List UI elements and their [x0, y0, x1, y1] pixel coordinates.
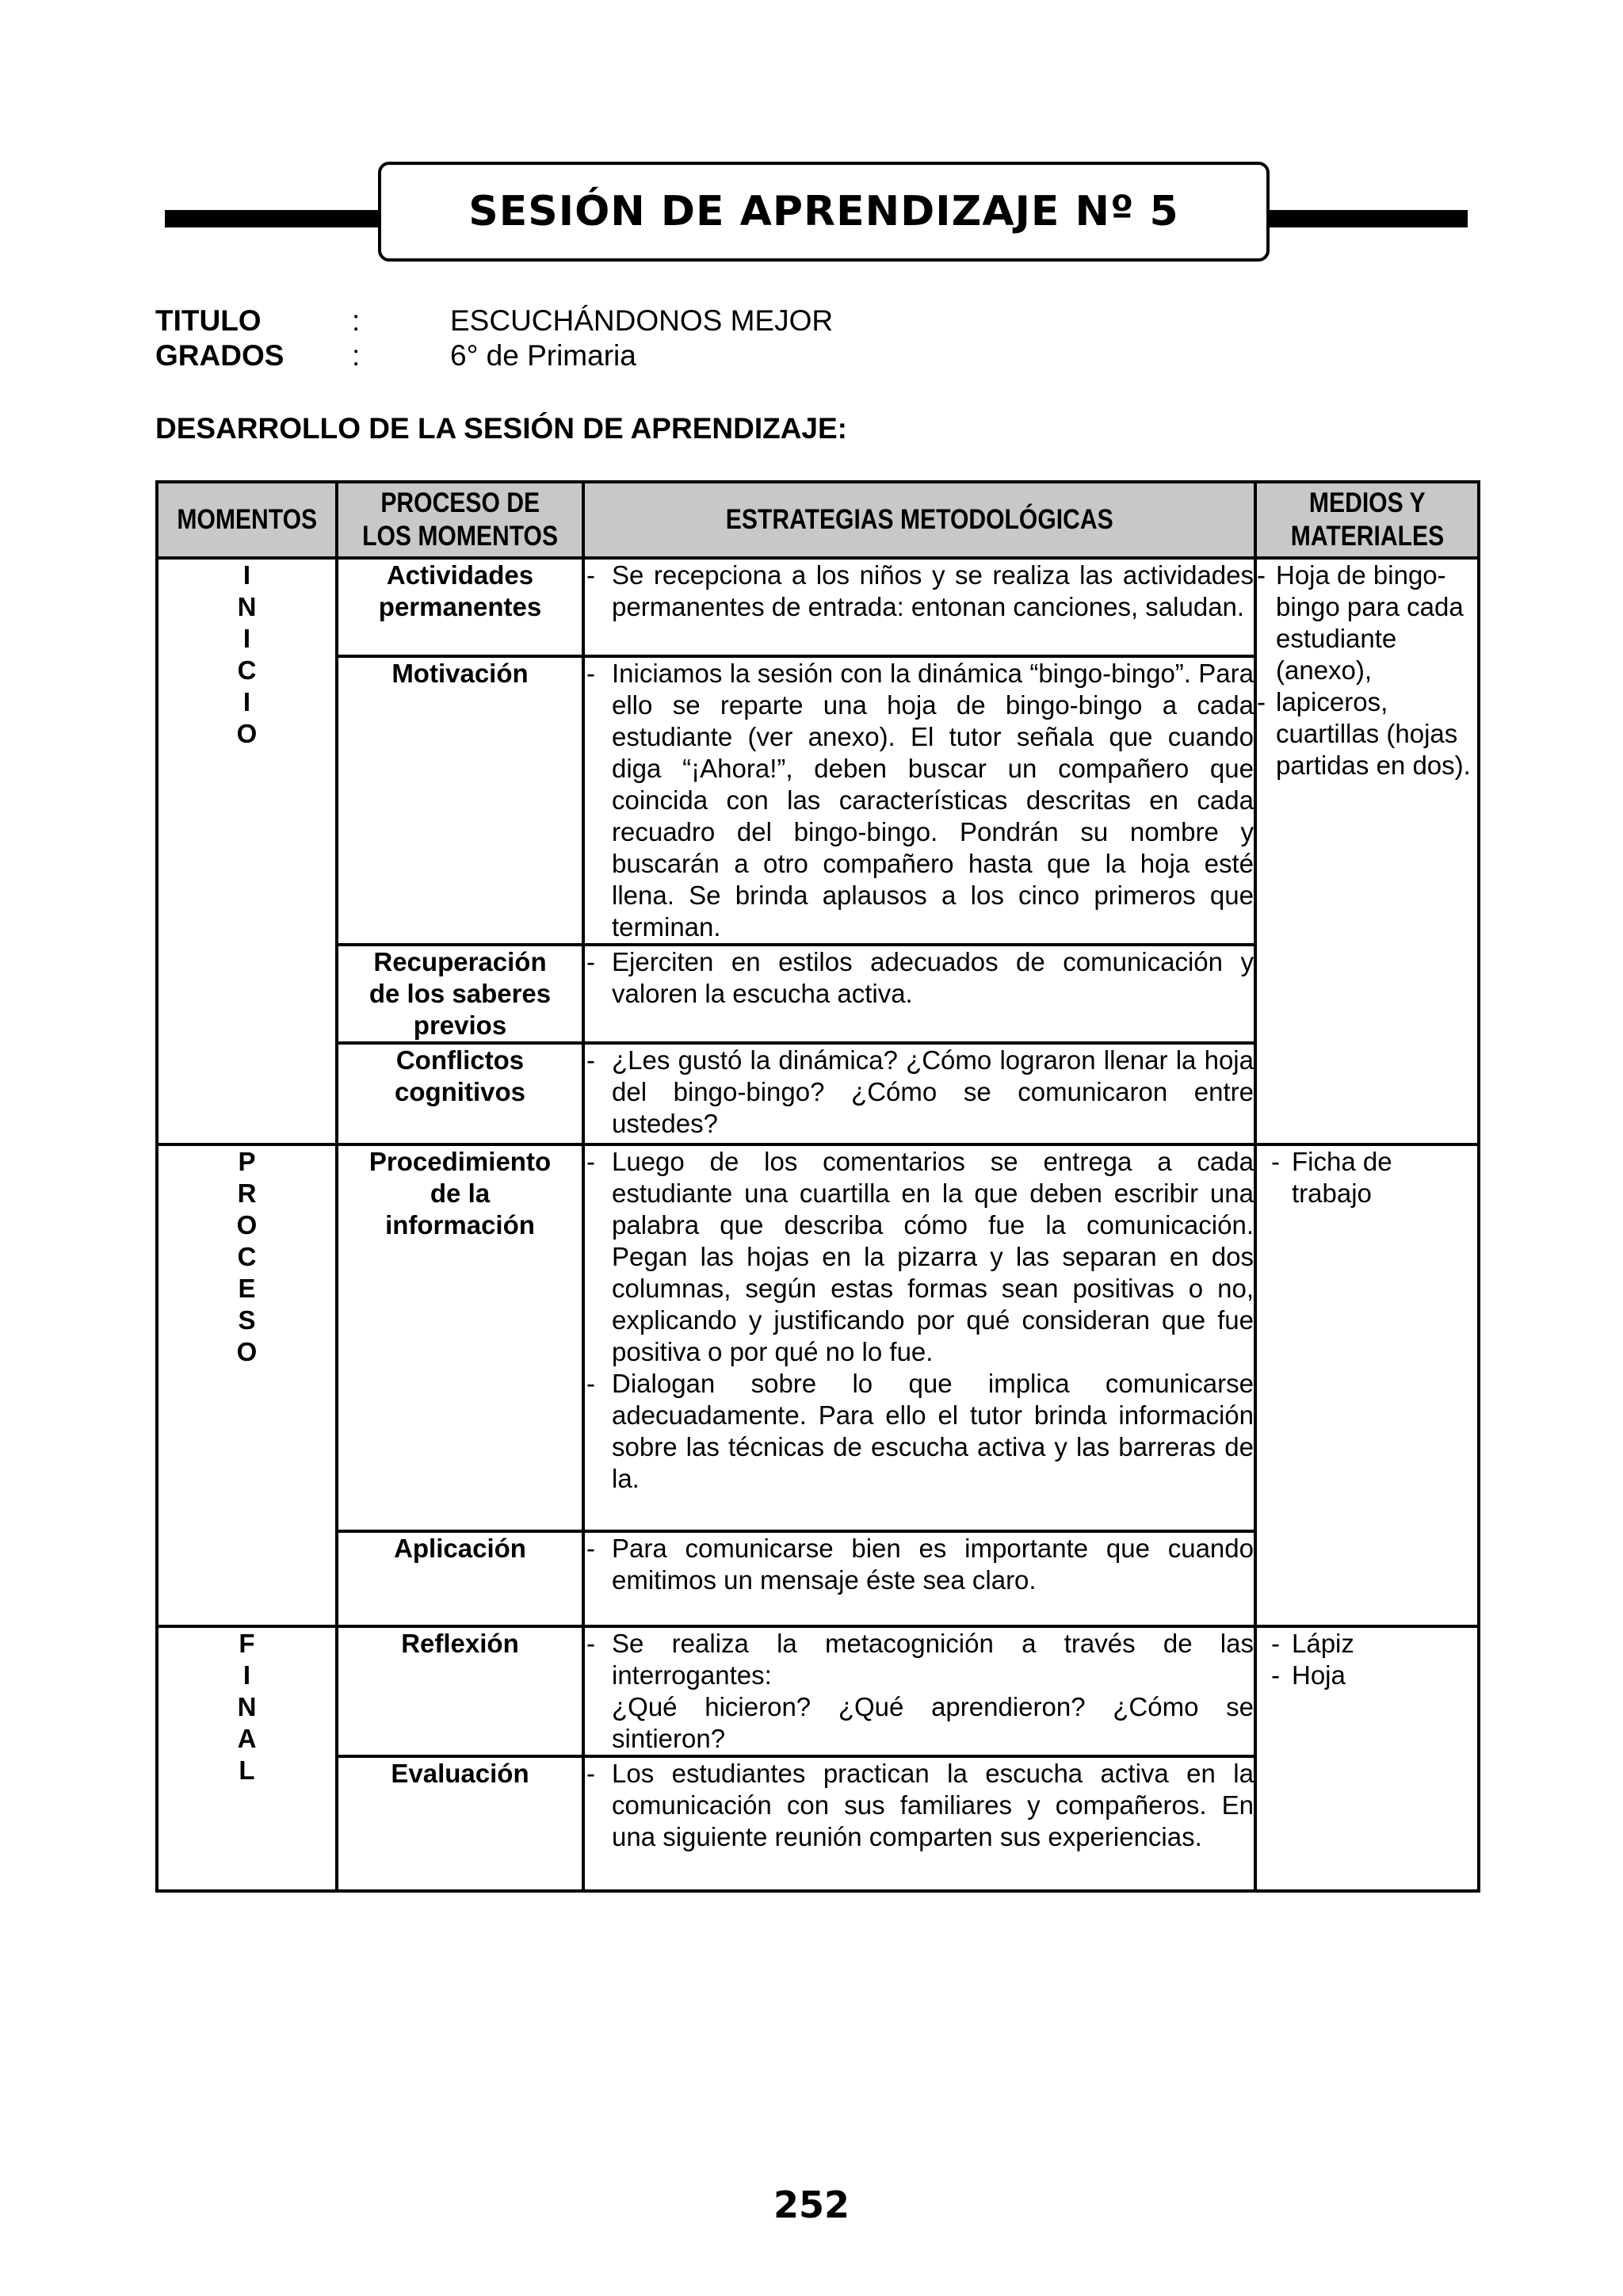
- header-proceso: PROCESO DE LOS MOMENTOS: [337, 482, 583, 558]
- strategy-evaluacion: - Los estudiantes practican la escucha activa en la comunicación con sus familiares y compañeros. En una siguiente reunión comparten sus experiencias.: [583, 1756, 1255, 1891]
- meta-colon: :: [352, 304, 361, 337]
- meta-colon: :: [352, 339, 361, 372]
- meta-label: TITULO: [155, 304, 262, 337]
- process-aplicacion: Aplicación: [337, 1531, 583, 1626]
- table-row: [157, 1144, 1479, 1531]
- header-momentos: MOMENTOS: [157, 482, 337, 558]
- strategy-actividades: - Se recepciona a los niños y se realiza las actividades permanentes de entrada: entonan canciones, saludan.: [583, 558, 1255, 656]
- header-estrategias: ESTRATEGIAS METODOLÓGICAS: [583, 482, 1255, 558]
- process-actividades: Actividades permanentes: [337, 558, 583, 656]
- process-reflexion: Reflexión: [337, 1626, 583, 1756]
- page-number: 252: [773, 2183, 850, 2226]
- process-conflictos: Conflictos cognitivos: [337, 1043, 583, 1144]
- session-title-box: [378, 162, 1270, 262]
- strategy-reflexion: - Se realiza la metacognición a través de las interrogantes: ¿Qué hicieron? ¿Qué aprendieron? ¿Cómo se sintieron?: [583, 1626, 1255, 1756]
- process-procedimiento: Procedimiento de la información: [337, 1144, 583, 1531]
- section-heading: DESARROLLO DE LA SESIÓN DE APRENDIZAJE:: [155, 412, 848, 445]
- process-motivacion: Motivación: [337, 656, 583, 945]
- meta-label: GRADOS: [155, 339, 285, 372]
- session-title: SESIÓN DE APRENDIZAJE Nº 5: [468, 188, 1179, 235]
- moment-inicio: I N I C I O: [157, 558, 337, 1144]
- table-header-row: [157, 482, 1479, 558]
- moment-final: F I N A L: [157, 1626, 337, 1891]
- meta-value: ESCUCHÁNDONOS MEJOR: [450, 304, 834, 337]
- meta-value: 6° de Primaria: [450, 339, 636, 372]
- header-rule-left: [165, 210, 380, 227]
- strategy-aplicacion: - Para comunicarse bien es importante que cuando emitimos un mensaje éste sea claro.: [583, 1531, 1255, 1626]
- strategy-procedimiento: - Luego de los comentarios se entrega a cada estudiante una cuartilla en la que deben escribir una palabra que describa cómo fue la comunicación. Pegan las hojas en la pizarra y las separan en dos columnas, según estas formas sean positivas o no, explicando y justificando por qué consideran que fue positiva o por qué no lo fue. - Dialogan sobre lo que implica comunicarse adecuadamente. Para ello el tutor brinda información sobre las técnicas de escucha activa y las barreras de la.: [583, 1144, 1255, 1531]
- materials-proceso: - Ficha de trabajo: [1255, 1144, 1479, 1626]
- process-recuperacion: Recuperación de los saberes previos: [337, 945, 583, 1043]
- table-row: [157, 1626, 1479, 1756]
- strategy-motivacion: - Iniciamos la sesión con la dinámica “bingo-bingo”. Para ello se reparte una hoja de bingo-bingo a cada estudiante (ver anexo). El tutor señala que cuando diga “¡Ahora!”, deben buscar un compañero que coincida con las características descritas en cada recuadro del bingo-bingo. Pondrán su nombre y buscarán a otro compañero hasta que la hoja esté llena. Se brinda aplausos a los cinco primeros que terminan.: [583, 656, 1255, 945]
- moment-proceso: P R O C E S O: [157, 1144, 337, 1626]
- strategy-recuperacion: - Ejerciten en estilos adecuados de comunicación y valoren la escucha activa.: [583, 945, 1255, 1043]
- strategy-conflictos: - ¿Les gustó la dinámica? ¿Cómo lograron llenar la hoja del bingo-bingo? ¿Cómo se comunicaron entre ustedes?: [583, 1043, 1255, 1144]
- process-evaluacion: Evaluación: [337, 1756, 583, 1891]
- table-row: [157, 558, 1479, 656]
- materials-inicio: - Hoja de bingo-bingo para cada estudiante (anexo), - lapiceros, cuartillas (hojas partidas en dos).: [1255, 558, 1479, 1144]
- header-rule-right: [1270, 210, 1468, 227]
- materials-final: - Lápiz - Hoja: [1255, 1626, 1479, 1891]
- header-medios: MEDIOS Y MATERIALES: [1255, 482, 1479, 558]
- session-table: [155, 480, 1480, 1893]
